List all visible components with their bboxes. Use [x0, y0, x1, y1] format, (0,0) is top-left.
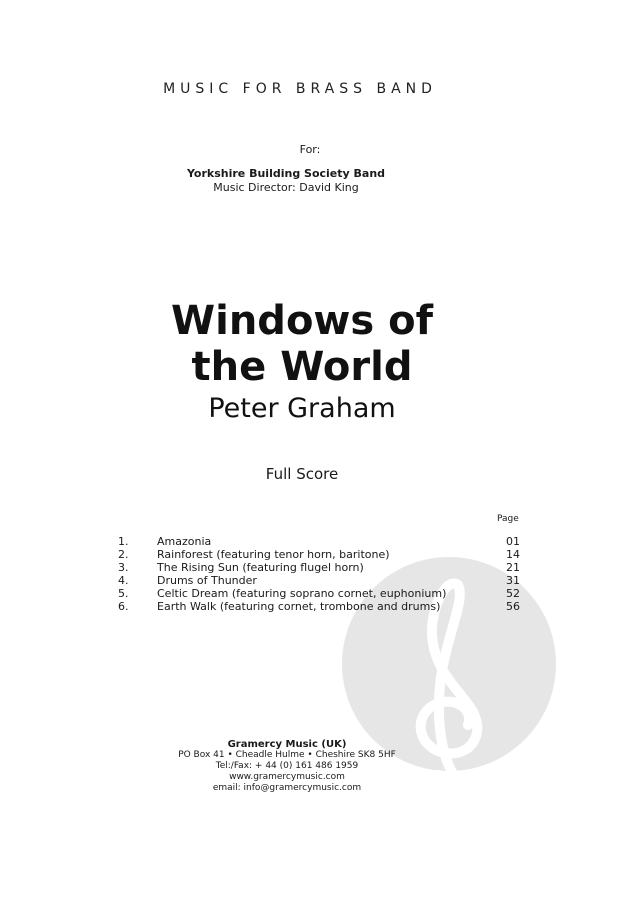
publisher-name: Gramercy Music (UK): [227, 739, 347, 750]
toc-item-page: 52: [506, 587, 520, 600]
toc-item-page: 21: [506, 561, 520, 574]
toc-item-number: 5.: [118, 587, 129, 600]
band-name: Yorkshire Building Society Band: [186, 167, 386, 180]
toc-item: [118, 561, 520, 574]
publisher-email: email: info@gramercymusic.com: [212, 783, 362, 793]
toc-item-number: 1.: [118, 535, 129, 548]
publisher-website: www.gramercymusic.com: [229, 772, 345, 782]
table-of-contents: [118, 535, 520, 613]
toc-item-title: Celtic Dream (featuring soprano cornet, euphonium): [157, 587, 447, 600]
toc-item-number: 6.: [118, 600, 129, 613]
toc-item: [118, 548, 520, 561]
toc-item-title: Earth Walk (featuring cornet, trombone and drums): [157, 600, 441, 613]
toc-item: [118, 535, 520, 548]
publisher-address: PO Box 41 • Cheadle Hulme • Cheshire SK8 5HF: [178, 750, 396, 760]
publisher-phone: Tel:/Fax: + 44 (0) 161 486 1959: [215, 761, 359, 771]
toc-item-number: 2.: [118, 548, 129, 561]
title-line-2: the World: [191, 344, 413, 390]
toc-item: [118, 574, 520, 587]
piece-title: [0, 298, 604, 390]
toc-item: [118, 587, 520, 600]
for-label: For:: [299, 143, 321, 156]
toc-item-title: Rainforest (featuring tenor horn, baritone): [157, 548, 390, 561]
publisher-info: [0, 739, 574, 794]
toc-item-page: 56: [506, 600, 520, 613]
toc-item-page: 14: [506, 548, 520, 561]
toc-item-number: 3.: [118, 561, 129, 574]
toc-page-column-label: Page: [497, 514, 519, 524]
toc-item-page: 31: [506, 574, 520, 587]
toc-item-number: 4.: [118, 574, 129, 587]
toc-item-title: Amazonia: [157, 535, 212, 548]
composer-name: Peter Graham: [208, 393, 396, 424]
score-type: Full Score: [265, 465, 339, 483]
toc-item-title: The Rising Sun (featuring flugel horn): [157, 561, 364, 574]
toc-item-title: Drums of Thunder: [157, 574, 257, 587]
header-music-for-brass-band: MUSIC FOR BRASS BAND: [163, 81, 437, 97]
title-line-1: Windows of: [171, 298, 433, 344]
toc-item: [118, 600, 520, 613]
music-director: Music Director: David King: [213, 181, 359, 194]
toc-item-page: 01: [506, 535, 520, 548]
